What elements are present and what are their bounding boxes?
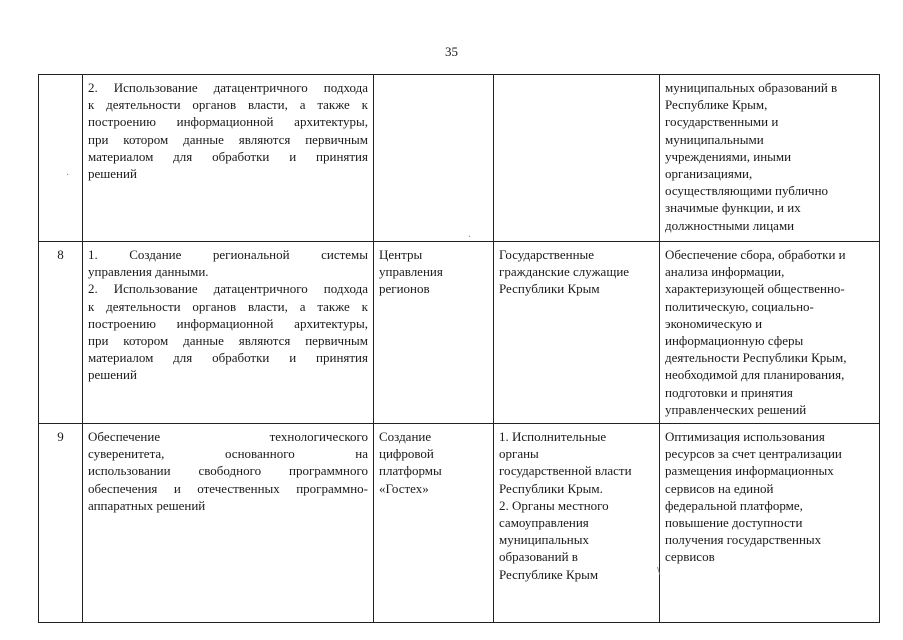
task-line: материалом для обработки и принятия (88, 148, 368, 164)
task-line: при котором данные являются первичным (88, 333, 368, 349)
task-line: решений (88, 367, 137, 383)
participants-line: самоуправления (499, 515, 589, 531)
scan-speck: · (468, 232, 472, 243)
result-line: подготовки и принятия (665, 384, 793, 400)
result-line: информационную сферы (665, 333, 804, 349)
participants-line: гражданские служащие (499, 264, 630, 280)
tool-cell (374, 75, 494, 242)
table-row (39, 242, 880, 424)
task-line: при котором данные являются первичным (88, 131, 368, 147)
task-line: управления данными. (88, 264, 209, 280)
result-cell (660, 424, 880, 623)
task-line: использовании свободного программного (88, 463, 368, 479)
result-line: ресурсов за счет централизации (665, 446, 842, 462)
task-line: 1. Создание региональной системы (88, 247, 368, 262)
tool-line: Центры (379, 247, 423, 262)
tool-line: платформы (379, 463, 442, 479)
result-line: экономическую и (665, 315, 763, 331)
result-line: управленческих решений (665, 401, 807, 417)
row-number-cell (39, 75, 83, 242)
tool-line: управления (379, 264, 443, 280)
task-line: обеспечения и отечественных программно- (88, 480, 368, 496)
task-line: 2. Использование датацентричного подхода (88, 281, 368, 297)
result-line: получения государственных (665, 532, 822, 548)
participants-line: государственной власти (499, 463, 632, 479)
result-cell (660, 242, 880, 424)
participants-line: Республике Крым (499, 566, 599, 582)
tool-cell (374, 424, 494, 623)
participants-line: Республики Крым (499, 281, 600, 297)
task-cell (83, 75, 374, 242)
result-line: сервисов (665, 549, 715, 565)
participants-cell (494, 424, 660, 623)
participants-cell (494, 75, 660, 242)
tool-line: «Гостех» (379, 480, 429, 496)
task-line: материалом для обработки и принятия (88, 350, 368, 366)
result-line: анализа информации, (665, 264, 785, 280)
task-line: к деятельности органов власти, а также к (88, 298, 368, 314)
result-cell (660, 75, 880, 242)
task-line: суверенитета, основанного на (88, 446, 368, 462)
scan-speck: · (66, 170, 70, 181)
task-line: решений (88, 166, 137, 182)
result-line: учреждениями, иными (665, 148, 792, 164)
result-line: политическую, социально- (665, 298, 814, 314)
task-line: построению информационной архитектуры, (88, 114, 368, 130)
task-line: 2. Использование датацентричного подхода (88, 80, 368, 95)
participants-line: органы (499, 446, 539, 462)
task-line: Обеспечение технологического (88, 429, 368, 444)
result-line: осуществляющими публично (665, 183, 829, 199)
participants-line: Республики Крым. (499, 480, 603, 496)
result-line: повышение доступности (665, 515, 803, 531)
result-line: характеризующей общественно- (665, 281, 845, 297)
participants-line: Государственные (499, 247, 595, 262)
task-line: построению информационной архитектуры, (88, 315, 368, 331)
task-cell (83, 424, 374, 623)
page-number: 35 (445, 44, 458, 59)
tool-cell (374, 242, 494, 424)
result-line: государственными и (665, 114, 779, 130)
task-line: аппаратных решений (88, 497, 206, 513)
participants-line: образований в (499, 549, 578, 565)
table-row (39, 424, 880, 623)
participants-cell (494, 242, 660, 424)
task-line: к деятельности органов власти, а также к (88, 97, 368, 113)
table-row (39, 75, 880, 242)
row-number-cell: 9 (39, 424, 83, 623)
result-line: муниципальных образований в (665, 80, 838, 95)
result-line: Республике Крым, (665, 97, 768, 113)
result-line: сервисов на единой (665, 480, 774, 496)
tool-line: цифровой (379, 446, 434, 462)
result-line: размещения информационных (665, 463, 834, 479)
participants-line: муниципальных (499, 532, 590, 548)
row-number-cell: 8 (39, 242, 83, 424)
participants-line: 2. Органы местного (499, 497, 609, 513)
result-line: необходимой для планирования, (665, 367, 845, 383)
result-line: значимые функции, и их (665, 200, 801, 216)
result-line: должностными лицами (665, 217, 795, 233)
tool-line: Создание (379, 429, 432, 444)
measures-table (38, 74, 880, 623)
result-line: федеральной платформе, (665, 497, 803, 513)
participants-line: 1. Исполнительные (499, 429, 607, 444)
result-line: Оптимизация использования (665, 429, 825, 444)
task-cell (83, 242, 374, 424)
result-line: Обеспечение сбора, обработки и (665, 247, 846, 262)
result-line: деятельности Республики Крым, (665, 350, 847, 366)
scan-speck: \ (657, 566, 661, 577)
tool-line: регионов (379, 281, 430, 297)
result-line: муниципальными (665, 131, 764, 147)
result-line: организациями, (665, 166, 753, 182)
